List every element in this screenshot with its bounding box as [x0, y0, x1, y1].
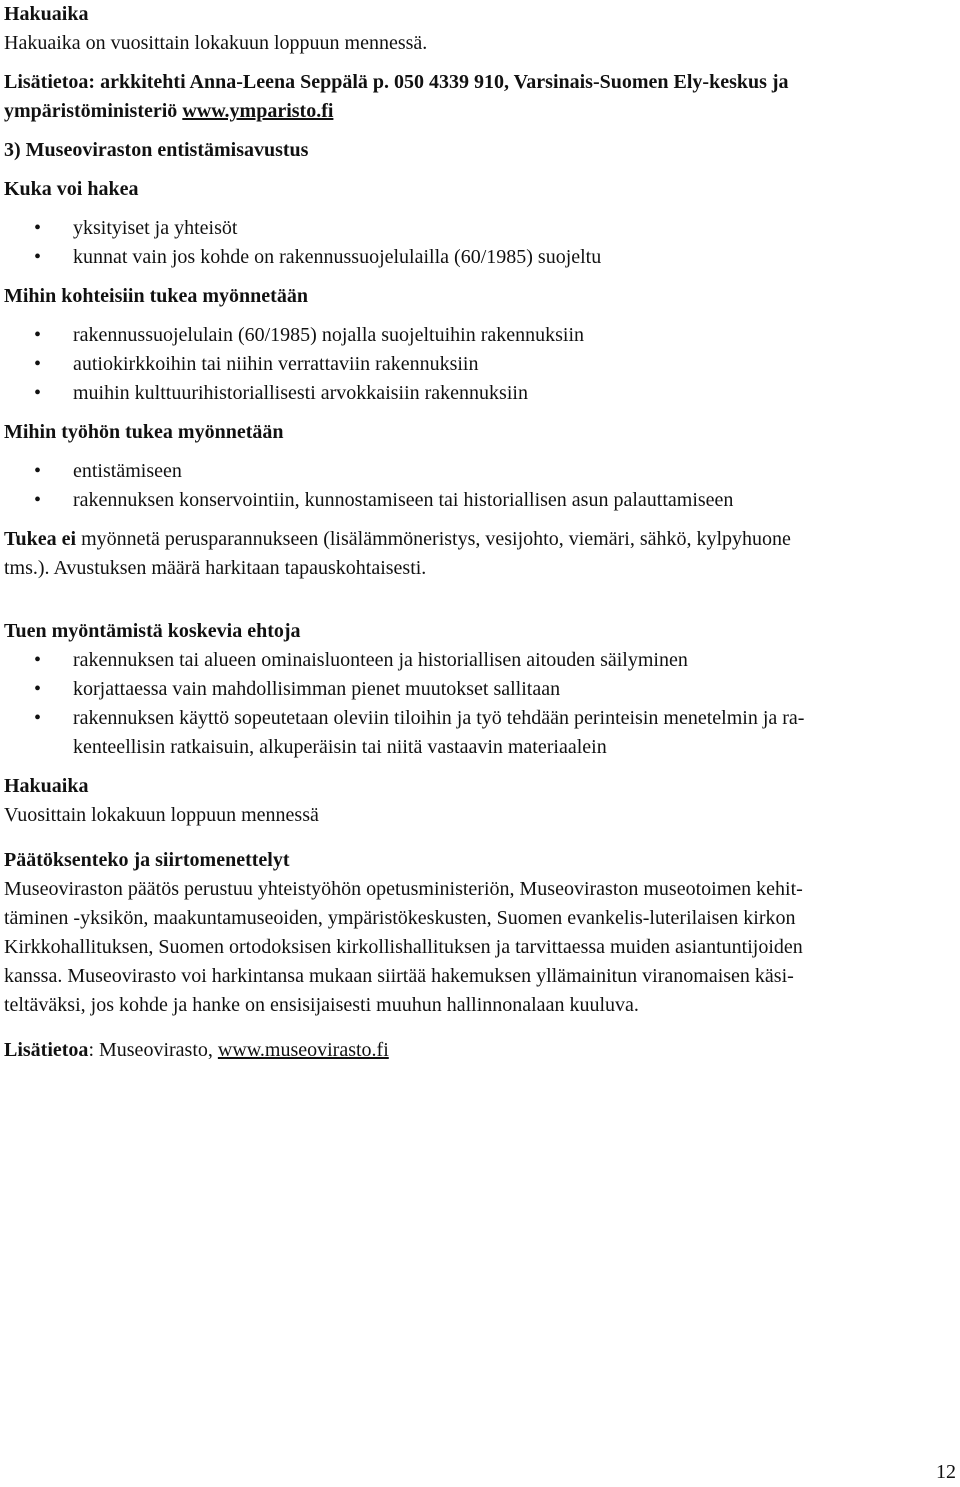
work-heading: Mihin työhön tukea myönnetään: [4, 421, 284, 443]
not-supported-line-1: [4, 525, 956, 554]
not-supported-label: Tukea ei: [4, 528, 77, 550]
decision-line: Museoviraston päätös perustuu yhteistyöhön opetusministeriön, Museoviraston museotoimen kehit-: [4, 878, 803, 900]
list-item: • rakennuksen konservointiin, kunnostamiseen tai historiallisen asun palauttamiseen: [4, 486, 956, 515]
targets-heading: Mihin kohteisiin tukea myönnetään: [4, 285, 308, 307]
work-list: [4, 457, 956, 515]
section-3-title: 3) Museoviraston entistämisavustus: [4, 139, 309, 161]
decision-line: täminen -yksikön, maakuntamuseoiden, ympäristökeskusten, Suomen evankelis-luterilaisen kirkon: [4, 907, 796, 929]
targets-list: [4, 321, 956, 408]
decision-heading: Päätöksenteko ja siirtomenettelyt: [4, 849, 290, 871]
deadline-text: Vuosittain lokakuun loppuun mennessä: [4, 804, 319, 826]
list-item-line: kenteellisin ratkaisuin, alkuperäisin tai niitä vastaavin materiaalein: [73, 736, 607, 758]
hakuaika-text-1: Hakuaika on vuosittain lokakuun loppuun mennessä.: [4, 32, 428, 54]
list-item: [4, 704, 956, 762]
contact-line-1: Lisätietoa: arkkitehti Anna-Leena Seppälä p. 050 4339 910, Varsinais-Suomen Ely-keskus ja: [4, 71, 789, 93]
list-item: • korjattaessa vain mahdollisimman pienet muutokset sallitaan: [4, 675, 956, 704]
list-item-line: rakennuksen käyttö sopeutetaan oleviin tiloihin ja työ tehdään perinteisin menetelmin ja ra-: [73, 707, 805, 729]
document-page: [4, 0, 956, 1065]
decision-line: kanssa. Museovirasto voi harkintansa mukaan siirtää hakemuksen yllämainitun viranomaisen käsi-: [4, 965, 794, 987]
contact-line-2: [4, 97, 956, 126]
contact-middle: : Museovirasto,: [88, 1039, 218, 1061]
list-item: • rakennuksen tai alueen ominaisluonteen ja historiallisen aitouden säilyminen: [4, 646, 956, 675]
list-item: • yksityiset ja yhteisöt: [4, 214, 956, 243]
museovirasto-link[interactable]: www.museovirasto.fi: [217, 1039, 389, 1061]
page-number: 12: [936, 1461, 956, 1483]
list-item: • muihin kulttuurihistoriallisesti arvokkaisiin rakennuksiin: [4, 379, 956, 408]
conditions-heading: Tuen myöntämistä koskevia ehtoja: [4, 620, 301, 642]
list-item: • entistämiseen: [4, 457, 956, 486]
contact-label: Lisätietoa: [4, 1039, 89, 1061]
list-item: • rakennussuojelulain (60/1985) nojalla suojeltuihin rakennuksiin: [4, 321, 956, 350]
list-item: • kunnat vain jos kohde on rakennussuojelulailla (60/1985) suojeltu: [4, 243, 956, 272]
decision-line: teltäväksi, jos kohde ja hanke on ensisijaisesti muuhun hallinnonalaan kuuluva.: [4, 994, 639, 1016]
who-heading: Kuka voi hakea: [4, 178, 139, 200]
deadline-heading: Hakuaika: [4, 775, 89, 797]
conditions-list: [4, 646, 956, 762]
who-list: [4, 214, 956, 272]
decision-line: Kirkkohallituksen, Suomen ortodoksisen kirkollishallituksen ja tarvittaessa muiden asiantuntijoiden: [4, 936, 803, 958]
ymparisto-link[interactable]: www.ymparisto.fi: [182, 100, 334, 122]
not-supported-line-2: tms.). Avustuksen määrä harkitaan tapauskohtaisesti.: [4, 557, 427, 579]
not-supported-text: myönnetä perusparannukseen (lisälämmöneristys, vesijohto, viemäri, sähkö, kylpyhuone: [76, 528, 791, 550]
hakuaika-heading-1: Hakuaika: [4, 3, 89, 25]
list-item: • autiokirkkoihin tai niihin verrattaviin rakennuksiin: [4, 350, 956, 379]
contact-line-museovirasto: [4, 1036, 956, 1065]
contact-ministry: ympäristöministeriö: [4, 100, 183, 122]
